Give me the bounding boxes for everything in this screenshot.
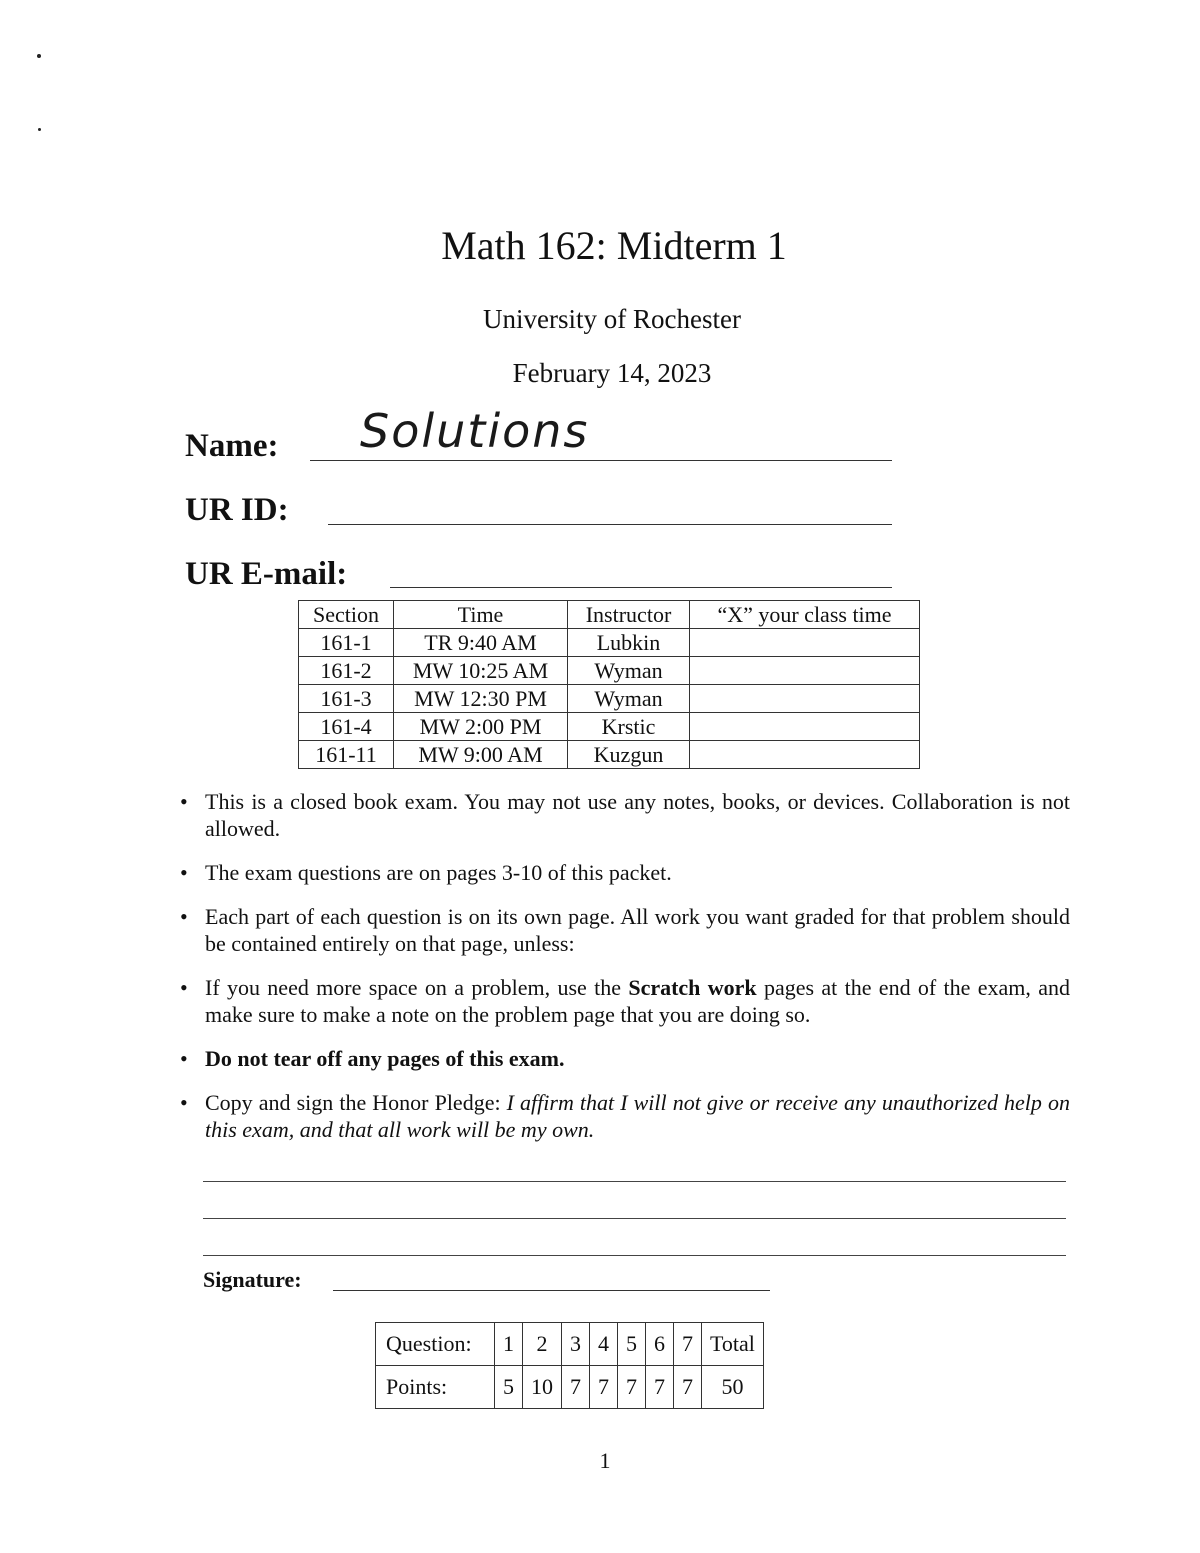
cell-section: 161-2	[299, 657, 394, 685]
email-field-line[interactable]	[390, 587, 892, 588]
rule-text: pages at the end of the exam, and make sure to make a note on the problem page that you are doing so.	[205, 975, 1070, 1027]
cell-section: 161-4	[299, 713, 394, 741]
table-row	[299, 657, 920, 685]
exam-title: Math 162: Midterm 1	[441, 223, 787, 268]
scan-speck	[37, 54, 41, 58]
question-total-label: Total	[702, 1323, 764, 1366]
header-mark-class: “X” your class time	[690, 601, 920, 629]
points-value: 10	[523, 1366, 562, 1409]
rule-text: Copy and sign the Honor Pledge:	[205, 1090, 507, 1115]
cell-mark-box[interactable]	[690, 629, 920, 657]
cell-instructor: Lubkin	[568, 629, 690, 657]
urid-label: UR ID:	[185, 492, 289, 528]
question-number: 6	[646, 1323, 674, 1366]
exam-rules-list	[180, 788, 1070, 1160]
rule-scratch-work	[180, 974, 1070, 1028]
cell-mark-box[interactable]	[690, 685, 920, 713]
rule-text: This is a closed book exam. You may not use any notes, books, or devices. Collaboration is not allowed.	[205, 789, 1070, 841]
points-label: Points:	[376, 1366, 495, 1409]
cell-section: 161-1	[299, 629, 394, 657]
email-label: UR E-mail:	[185, 556, 348, 592]
cell-instructor: Wyman	[568, 685, 690, 713]
table-row	[299, 741, 920, 769]
name-handwritten-value: Solutions	[360, 404, 590, 458]
cell-instructor: Kuzgun	[568, 741, 690, 769]
urid-field-line[interactable]	[328, 524, 892, 525]
rule-text: The exam questions are on pages 3-10 of this packet.	[205, 860, 672, 885]
university-name: University of Rochester	[483, 304, 741, 334]
question-number: 2	[523, 1323, 562, 1366]
points-value: 7	[562, 1366, 590, 1409]
points-value: 5	[495, 1366, 523, 1409]
question-label: Question:	[376, 1323, 495, 1366]
rule-no-tear	[180, 1045, 1070, 1072]
rule-question-pages	[180, 859, 1070, 886]
rule-own-page	[180, 903, 1070, 957]
table-row	[299, 629, 920, 657]
points-total: 50	[702, 1366, 764, 1409]
cell-time: MW 9:00 AM	[394, 741, 568, 769]
cell-section: 161-11	[299, 741, 394, 769]
question-number: 4	[590, 1323, 618, 1366]
cell-time: TR 9:40 AM	[394, 629, 568, 657]
rule-text: Each part of each question is on its own page. All work you want graded for that problem should be contained entirely on that page, unless:	[205, 904, 1070, 956]
table-row	[299, 713, 920, 741]
signature-label: Signature:	[203, 1267, 302, 1292]
points-value: 7	[646, 1366, 674, 1409]
pledge-line-2[interactable]	[203, 1218, 1066, 1219]
exam-date: February 14, 2023	[512, 358, 712, 388]
rule-closed-book	[180, 788, 1070, 842]
name-label: Name:	[185, 428, 279, 464]
cell-instructor: Krstic	[568, 713, 690, 741]
table-row	[299, 685, 920, 713]
cell-mark-box[interactable]	[690, 741, 920, 769]
points-table-question-row	[376, 1323, 764, 1366]
header-time: Time	[394, 601, 568, 629]
points-value: 7	[674, 1366, 702, 1409]
cell-mark-box[interactable]	[690, 657, 920, 685]
points-table-points-row	[376, 1366, 764, 1409]
name-field-line[interactable]	[310, 460, 892, 461]
rule-bold-text: Scratch work	[628, 975, 757, 1000]
signature-line[interactable]	[333, 1290, 770, 1291]
header-section: Section	[299, 601, 394, 629]
question-number: 1	[495, 1323, 523, 1366]
cell-section: 161-3	[299, 685, 394, 713]
cell-mark-box[interactable]	[690, 713, 920, 741]
question-number: 5	[618, 1323, 646, 1366]
cell-time: MW 2:00 PM	[394, 713, 568, 741]
points-value: 7	[618, 1366, 646, 1409]
question-number: 7	[674, 1323, 702, 1366]
rule-honor-pledge	[180, 1089, 1070, 1143]
rule-text: If you need more space on a problem, use the	[205, 975, 629, 1000]
section-table-header	[299, 601, 920, 629]
cell-instructor: Wyman	[568, 657, 690, 685]
header-instructor: Instructor	[568, 601, 690, 629]
honor-pledge-text: I affirm that I will not give or receive any unauthorized help on this exam, and that all work will be my own.	[205, 1090, 1070, 1142]
points-table	[375, 1322, 764, 1409]
cell-time: MW 10:25 AM	[394, 657, 568, 685]
scan-speck	[38, 128, 41, 131]
cell-time: MW 12:30 PM	[394, 685, 568, 713]
page-number: 1	[599, 1448, 611, 1473]
section-table	[298, 600, 920, 769]
question-number: 3	[562, 1323, 590, 1366]
pledge-line-1[interactable]	[203, 1181, 1066, 1182]
rule-bold-text: Do not tear off any pages of this exam.	[205, 1046, 565, 1071]
pledge-line-3[interactable]	[203, 1255, 1066, 1256]
points-value: 7	[590, 1366, 618, 1409]
